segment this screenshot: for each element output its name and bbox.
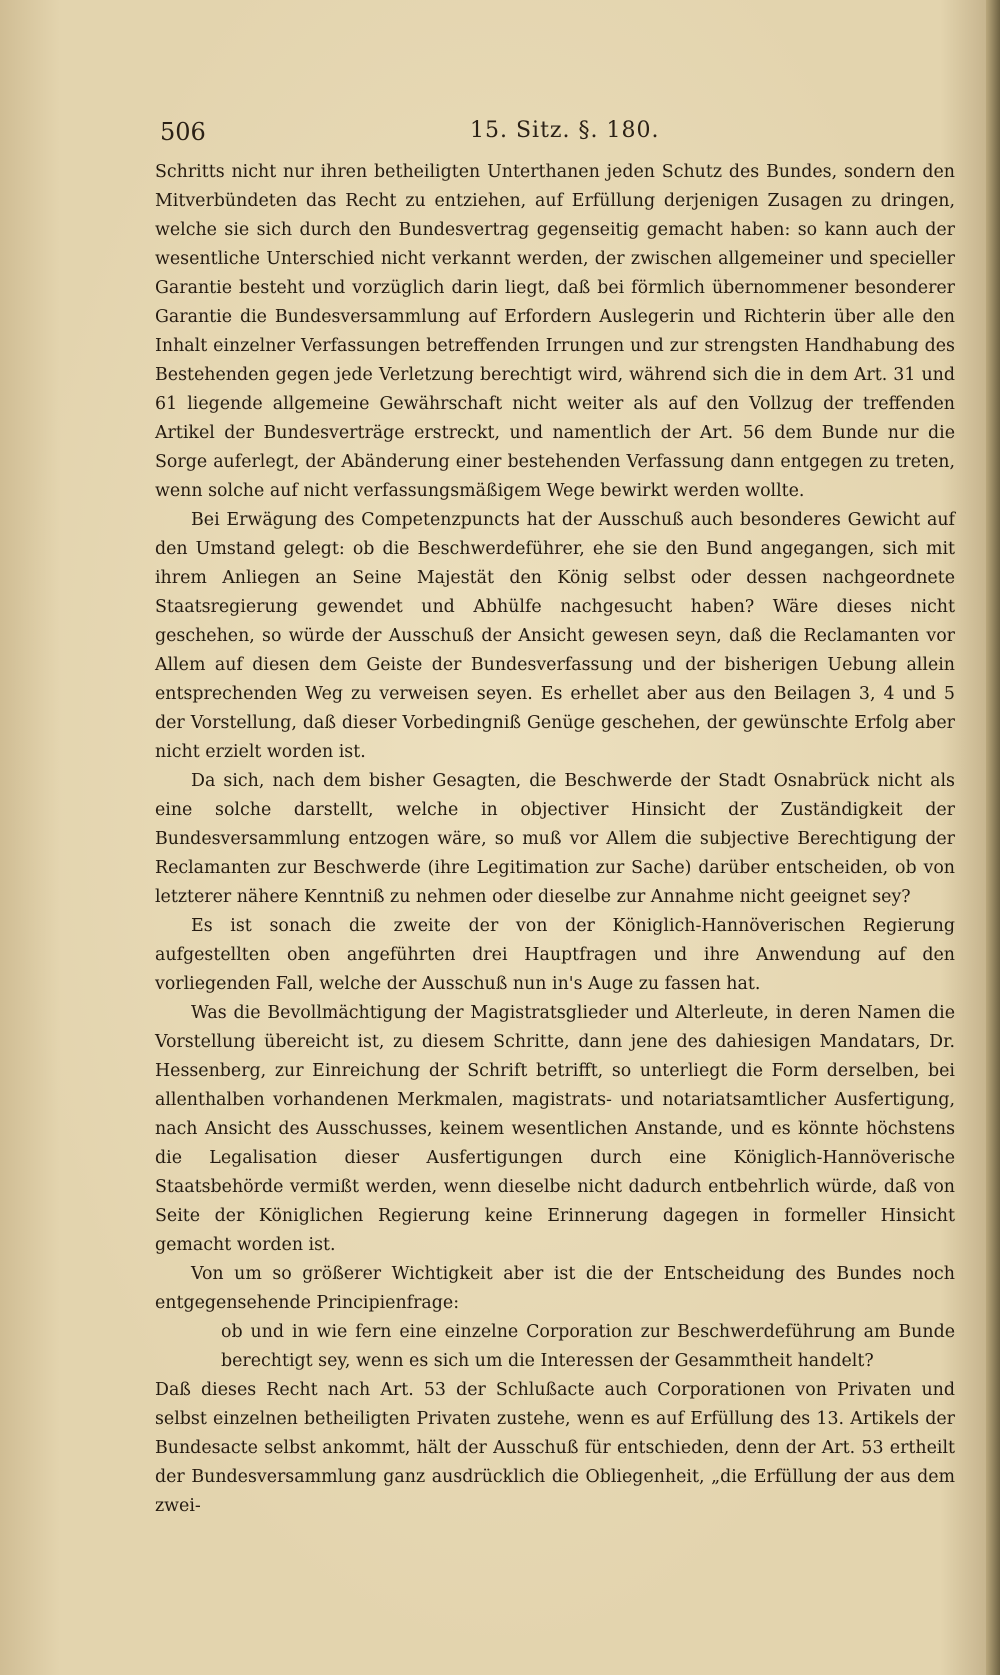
body-text: [155, 158, 955, 1521]
page-number: 506: [160, 118, 206, 146]
paragraph-8: Daß dieses Recht nach Art. 53 der Schlußacte auch Corporationen von Privaten und selbst einzelnen betheiligten Privaten zustehe, wenn es auf Erfüllung des 13. Artikels der Bundesacte selbst ankommt, hält der Ausschuß für entschieden, denn der Art. 53 ertheilt der Bundesversammlung ganz ausdrücklich die Obliegenheit, „die Erfüllung der aus dem zwei-: [155, 1380, 955, 1516]
principle-question: ob und in wie fern eine einzelne Corporation zur Beschwerdeführung am Bunde berechtigt sey, wenn es sich um die Interessen der Gesammtheit handelt?: [221, 1322, 955, 1371]
paragraph-1: Schritts nicht nur ihren betheiligten Unterthanen jeden Schutz des Bundes, sondern den Mitverbündeten das Recht zu entziehen, auf Erfüllung derjenigen Zusagen zu dringen, welche sie sich durch den Bundesvertrag gegenseitig gemacht haben: so kann auch der wesentliche Unterschied nicht verkannt werden, der zwischen allgemeiner und specieller Garantie besteht und vorzüglich darin liegt, daß bei förmlich übernommener besonderer Garantie die Bundesversammlung auf Erfordern Auslegerin und Richterin über alle den Inhalt einzelner Verfassungen betreffenden Irrungen und zur strengsten Handhabung des Bestehenden gegen jede Verletzung berechtigt wird, während sich die in dem Art. 31 und 61 liegende allgemeine Gewährschaft nicht weiter als auf den Vollzug der treffenden Artikel der Bundesverträge erstreckt, und namentlich der Art. 56 dem Bunde nur die Sorge auferlegt, der Abänderung einer bestehenden Verfassung dann entgegen zu treten, wenn solche auf nicht verfassungsmäßigem Wege bewirkt werden wollte.: [155, 162, 955, 501]
page-header: [150, 118, 850, 152]
paragraph-6: Von um so größerer Wichtigkeit aber ist die der Entscheidung des Bundes noch entgegensehende Principienfrage:: [155, 1264, 955, 1313]
page-edge-shadow: [986, 0, 1000, 1675]
paragraph-2: Bei Erwägung des Competenzpuncts hat der Ausschuß auch besonderes Gewicht auf den Umstand gelegt: ob die Beschwerdeführer, ehe sie den Bund angegangen, sich mit ihrem Anliegen an Seine Majestät den König selbst oder dessen nachgeordnete Staatsregierung gewendet und Abhülfe nachgesucht haben? Wäre dieses nicht geschehen, so würde der Ausschuß der Ansicht gewesen seyn, daß die Reclamanten vor Allem auf diesen dem Geiste der Bundesverfassung und der bisherigen Uebung allein entsprechenden Weg zu verweisen seyen. Es erhellet aber aus den Beilagen 3, 4 und 5 der Vorstellung, daß dieser Vorbedingniß Genüge geschehen, der gewünschte Erfolg aber nicht erzielt worden ist.: [155, 510, 955, 762]
paragraph-3: Da sich, nach dem bisher Gesagten, die Beschwerde der Stadt Osnabrück nicht als eine solche darstellt, welche in objectiver Hinsicht der Zuständigkeit der Bundesversammlung entzogen wäre, so muß vor Allem die subjective Berechtigung der Reclamanten zur Beschwerde (ihre Legitimation zur Sache) darüber entscheiden, ob von letzterer nähere Kenntniß zu nehmen oder dieselbe zur Annahme nicht geeignet sey?: [155, 771, 955, 907]
paragraph-5: Was die Bevollmächtigung der Magistratsglieder und Alterleute, in deren Namen die Vorstellung übereicht ist, zu diesem Schritte, dann jene des dahiesigen Mandatars, Dr. Hessenberg, zur Einreichung der Schrift betrifft, so unterliegt die Form derselben, bei allenthalben vorhandenen Merkmalen, magistrats- und notariatsamtlicher Ausfertigung, nach Ansicht des Ausschusses, keinem wesentlichen Anstande, und es könnte höchstens die Legalisation dieser Ausfertigungen durch eine Königlich-Hannöverische Staatsbehörde vermißt werden, wenn dieselbe nicht dadurch entbehrlich würde, daß von Seite der Königlichen Regierung keine Erinnerung dagegen in formeller Hinsicht gemacht worden ist.: [155, 1003, 955, 1255]
paragraph-4: Es ist sonach die zweite der von der Königlich-Hannöverischen Regierung aufgestellten oben angeführten drei Hauptfragen und ihre Anwendung auf den vorliegenden Fall, welche der Ausschuß nun in's Auge zu fassen hat.: [155, 916, 955, 994]
running-head: 15. Sitz. §. 180.: [470, 118, 660, 143]
